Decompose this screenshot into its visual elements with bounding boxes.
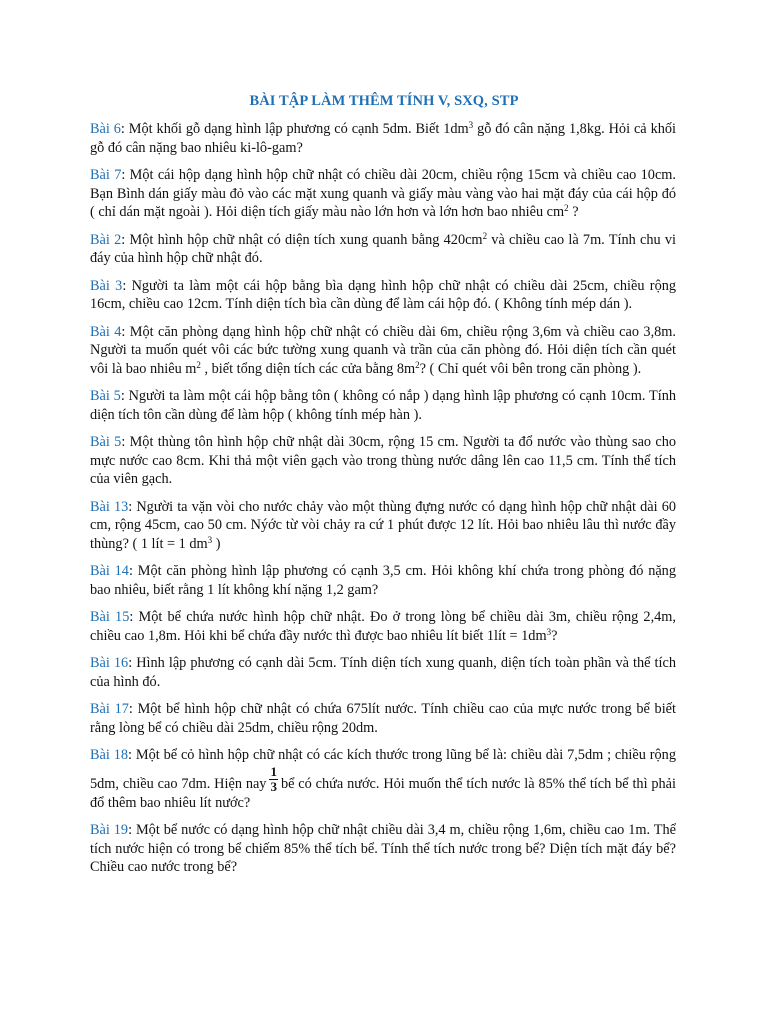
problem-text: : Một căn phòng dạng hình hộp chữ nhật có chiều dài 6m, chiều rộng 3,6m và chiều cao 3,8m. Người ta muốn quét vôi các bức tường xung quanh và trần của căn phòng đó. Hỏi diện tích cần quét vôi là bao nhiêu m: [90, 323, 676, 377]
superscript: 3: [207, 534, 213, 545]
problem-label: Bài 18: [90, 747, 129, 763]
problem-text: : Người ta vặn vòi cho nước chảy vào một thùng đựng nước có dạng hình hộp chữ nhật dài 60 cm, rộng 45cm, cao 50 cm. Nýớc từ vòi chảy ra cứ 1 phút được 12 lít. Hỏi bao nhiêu lâu thì nước đầy thùng? ( 1 lít = 1 dm: [90, 498, 676, 552]
problem-text: bể có chứa nước. Hỏi muốn thể tích nước là 85% thể tích bể thì phải đổ thêm bao nhiêu lít nước?: [90, 775, 676, 811]
problem-label: Bài 6: [90, 121, 121, 137]
problem-label: Bài 5: [90, 388, 121, 404]
superscript: 3: [468, 120, 474, 130]
problem-label: Bài 5: [90, 434, 122, 450]
problem-bai-16: [90, 654, 676, 691]
problem-bai-2: [90, 231, 676, 268]
problem-text: : Một bể nước có dạng hình hộp chữ nhật chiều dài 3,4 m, chiều rộng 1,6m, chiều cao 1m. Thể tích nước hiện có trong bể chiếm 85% thể tích bể. Tính thể tích nước trong bể? Diện tích mặt đáy bể? Chiều cao nước trong bể?: [90, 822, 676, 875]
fraction-one-third: [269, 765, 278, 794]
problem-label: Bài 13: [90, 498, 129, 515]
problem-bai-4: [90, 323, 676, 379]
problem-bai-19: [90, 821, 676, 877]
problem-text: : Một khối gỗ dạng hình lập phương có cạnh 5dm. Biết 1dm: [120, 121, 469, 137]
problem-text: : Một bể cỏ hình hộp chữ nhật có các kích thước trong lũng bể là: chiều dài 7,5dm ; chiều rộng 5dm, chiều cao 7dm. Hiện nay: [90, 747, 676, 792]
problem-label: Bài 2: [90, 231, 122, 248]
problem-bai-13: [90, 498, 676, 554]
problem-bai-3: [90, 277, 676, 314]
superscript: 2: [564, 203, 569, 213]
problem-text: : Một cái hộp dạng hình hộp chữ nhật có chiều dài 20cm, chiều rộng 15cm và chiều cao 10cm. Bạn Bình dán giấy màu đỏ vào các mặt xung quanh và giấy màu vàng vào hai mặt đáy của cái hộp đó ( chỉ dán mặt ngoài ). Hỏi diện tích giấy màu nào lớn hơn và lớn hơn bao nhiêu cm: [90, 167, 677, 220]
problem-text: ?: [551, 627, 558, 644]
page-title: BÀI TẬP LÀM THÊM TÍNH V, SXQ, STP: [249, 93, 519, 109]
problem-label: Bài 19: [90, 822, 129, 838]
problem-text: : Hình lập phương có cạnh dài 5cm. Tính diện tích xung quanh, diện tích toàn phần và thể tích của hình đó.: [90, 655, 676, 690]
superscript: 2: [415, 359, 420, 370]
problem-bai-17: [90, 700, 676, 737]
problem-bai-15: [90, 608, 676, 645]
problem-list: [90, 120, 676, 886]
problem-text: : Một bể chứa nước hình hộp chữ nhật. Đo ở trong lòng bể chiều dài 3m, chiều rộng 2,4m, chiều cao 1,8m. Hỏi khi bể chứa đầy nước thì được bao nhiêu lít biết 1lít = 1dm: [90, 609, 676, 644]
problem-label: Bài 14: [90, 563, 129, 579]
superscript: 2: [196, 359, 201, 370]
problem-bai-5a: [90, 387, 676, 424]
problem-text: ?: [568, 204, 579, 220]
problem-label: Bài 4: [90, 323, 122, 340]
problem-text: gỗ đó cân nặng 1,8kg. Hỏi cả khối gỗ đó cân nặng bao nhiêu ki-lô-gam?: [90, 121, 676, 156]
problem-bai-14: [90, 562, 676, 599]
fraction-denominator: 3: [270, 778, 277, 794]
problem-text: , biết tổng diện tích các cửa bằng 8m: [200, 360, 416, 377]
problem-bai-7: [90, 166, 676, 222]
problem-text: ): [212, 535, 221, 552]
problem-bai-5b: [90, 433, 676, 489]
problem-text: : Một hình hộp chữ nhật có diện tích xung quanh bằng 420cm: [121, 231, 483, 248]
problem-text: ? ( Chỉ quét vôi bên trong căn phòng ).: [419, 360, 642, 377]
problem-text: : Một bể hình hộp chữ nhật có chứa 675lít nước. Tính chiều cao của mực nước trong bể biết rằng lòng bể có chiều dài 25dm, chiều rộng 20dm.: [90, 701, 676, 736]
problem-label: Bài 7: [90, 167, 122, 183]
superscript: 3: [546, 626, 552, 637]
problem-text: : Một căn phòng hình lập phương có cạnh 3,5 cm. Hỏi không khí chứa trong phòng đó nặng bao nhiêu, biết rằng 1 lít không khí nặng 1,2 gam?: [90, 563, 676, 598]
problem-label: Bài 17: [90, 701, 129, 717]
problem-bai-6: [90, 120, 676, 157]
problem-bai-18: [90, 746, 676, 812]
problem-text: : Người ta làm một cái hộp bằng bìa dạng hình hộp chữ nhật có chiều dài 25cm, chiều rộng 16cm, chiều cao 12cm. Tính diện tích bìa cần dùng để làm cái hộp đó. ( Không tính mép dán ).: [90, 277, 677, 312]
fraction-numerator: 1: [270, 763, 277, 779]
problem-label: Bài 3: [90, 277, 123, 294]
problem-text: : Người ta làm một cái hộp bằng tôn ( không có nắp ) dạng hình lập phương có cạnh 10cm. Tính diện tích tôn cần dùng để làm hộp ( không tính mép hàn ).: [90, 388, 677, 423]
superscript: 2: [482, 230, 488, 241]
problem-label: Bài 16: [90, 655, 129, 671]
problem-label: Bài 15: [90, 609, 130, 625]
problem-text: : Một thùng tôn hình hộp chữ nhật dài 30cm, rộng 15 cm. Người ta đổ nước vào thùng sao cho mực nước cao 8cm. Khi thả một viên gạch vào trong thùng nước dâng lên cao 11,5 cm. Tính thể tích của viên gạch.: [90, 434, 677, 487]
problem-text: và chiều cao là 7m. Tính chu vi đáy của hình hộp chữ nhật đó.: [90, 231, 677, 266]
